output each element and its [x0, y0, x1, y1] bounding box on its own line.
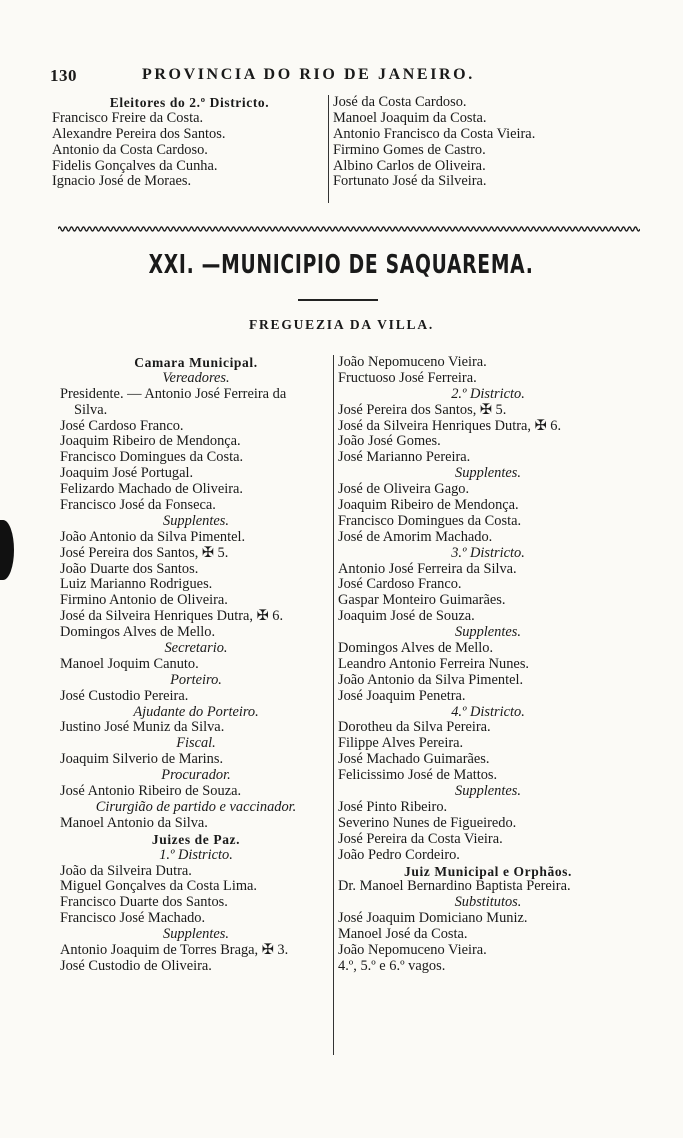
wavy-divider — [58, 224, 640, 234]
running-title: PROVINCIA DO RIO DE JANEIRO. — [142, 66, 475, 83]
entry-line: José de Oliveira Gago. — [338, 481, 470, 498]
subsection-heading: 4.º Districto. — [451, 703, 525, 720]
entry-line: Francisco Freire da Costa. — [52, 109, 204, 126]
subsection-heading: Supplentes. — [455, 465, 521, 482]
entry-line: José de Amorim Machado. — [338, 528, 493, 545]
entry-line: José Pinto Ribeiro. — [338, 798, 448, 815]
entry-line: José Joaquim Penetra. — [338, 687, 466, 704]
entry-line: Manoel Antonio da Silva. — [60, 814, 208, 831]
entry-line: Luiz Marianno Rodrigues. — [60, 576, 213, 593]
entry-line: Leandro Antonio Ferreira Nunes. — [338, 655, 530, 672]
entry-line: Domingos Alves de Mello. — [60, 624, 216, 641]
column-rule-main — [333, 355, 334, 1055]
subsection-heading: Supplentes. — [455, 624, 521, 641]
subsection-heading: Fiscal. — [176, 735, 216, 752]
entry-line: Presidente. — Antonio José Ferreira da — [60, 385, 287, 402]
entry-line: Ignacio José de Moraes. — [52, 173, 192, 190]
entry-line: José da Silveira Henriques Dutra, ✠ 6. — [338, 417, 562, 434]
entry-line: Antonio José Ferreira da Silva. — [338, 560, 517, 577]
entry-line: Albino Carlos de Oliveira. — [333, 157, 486, 174]
continued-left-column — [52, 95, 327, 190]
subsection-heading: Vereadores. — [162, 369, 230, 386]
subsection-heading: 1.º Districto. — [159, 846, 233, 863]
entry-line: Francisco José Machado. — [60, 910, 206, 927]
entry-line: Fructuoso José Ferreira. — [338, 369, 477, 386]
entry-line: Dorotheu da Silva Pereira. — [338, 719, 491, 736]
entry-line: José Custodio de Oliveira. — [60, 957, 212, 974]
entry-line: 4.º, 5.º e 6.º vagos. — [338, 957, 446, 974]
entry-line: Manoel Joaquim da Costa. — [333, 109, 487, 126]
entry-line: José Cardoso Franco. — [338, 576, 462, 593]
subsection-heading: Ajudante do Porteiro. — [133, 703, 259, 720]
left-column — [60, 355, 332, 975]
entry-line: Joaquim José de Souza. — [338, 608, 475, 625]
entry-line: Joaquim José Portugal. — [60, 465, 194, 482]
entry-line: João Antonio da Silva Pimentel. — [60, 528, 246, 545]
subsection-heading: Porteiro. — [170, 671, 222, 688]
entry-line: Antonio da Costa Cardoso. — [52, 141, 208, 158]
subsection-heading: Supplentes. — [163, 926, 229, 943]
entry-line: Domingos Alves de Mello. — [338, 640, 494, 657]
entry-line: João da Silveira Dutra. — [60, 862, 192, 879]
entry-line: Manoel José da Costa. — [338, 926, 468, 943]
entry-line: José Antonio Ribeiro de Souza. — [60, 783, 242, 800]
entry-line: Firmino Gomes de Castro. — [333, 141, 486, 158]
entry-line: João Nepomuceno Vieira. — [338, 354, 487, 370]
entry-line: Joaquim Silverio de Marins. — [60, 751, 224, 768]
entry-line: Antonio Francisco da Costa Vieira. — [333, 125, 536, 142]
subsection-heading: Secretario. — [164, 640, 228, 657]
entry-line: José da Costa Cardoso. — [333, 94, 467, 110]
entry-line: Silva. — [74, 401, 108, 418]
subsection-heading: Substitutos. — [454, 894, 522, 911]
subsection-heading: Cirurgião de partido e vaccinador. — [95, 798, 297, 815]
entry-line: José Pereira dos Santos, ✠ 5. — [60, 544, 229, 561]
section-heading: Juiz Municipal e Orphãos. — [403, 863, 572, 879]
entry-line: Manoel Joquim Canuto. — [60, 655, 199, 672]
entry-line: Dr. Manoel Bernardino Baptista Pereira. — [338, 878, 571, 895]
ink-blot-mark — [0, 520, 14, 580]
entry-line: Fortunato José da Silveira. — [333, 173, 487, 190]
entry-line: João Duarte dos Santos. — [60, 560, 199, 577]
entry-line: Francisco Duarte dos Santos. — [60, 894, 228, 911]
entry-line: Antonio Joaquim de Torres Braga, ✠ 3. — [60, 941, 289, 958]
entry-line: Francisco José da Fonseca. — [60, 497, 216, 514]
entry-line: Joaquim Ribeiro de Mendonça. — [60, 433, 241, 450]
entry-line: João Antonio da Silva Pimentel. — [338, 671, 524, 688]
entry-line: José Marianno Pereira. — [338, 449, 471, 466]
entry-line: José Cardoso Franco. — [60, 417, 184, 434]
section-heading: Juizes de Paz. — [151, 831, 241, 847]
entry-line: João José Gomes. — [338, 433, 441, 450]
subsection-heading: 3.º Districto. — [451, 544, 525, 561]
entry-line: Miguel Gonçalves da Costa Lima. — [60, 878, 258, 895]
entry-line: João Pedro Cordeiro. — [338, 846, 460, 863]
entry-line: José Joaquim Domiciano Muniz. — [338, 910, 528, 927]
section-heading: Camara Municipal. — [134, 355, 258, 370]
continued-right-column — [333, 95, 633, 190]
page-number: 130 — [50, 66, 77, 85]
section-heading: Eleitores do 2.º Districto. — [109, 95, 270, 110]
entry-line: José Machado Guimarães. — [338, 751, 490, 768]
entry-line: Firmino Antonio de Oliveira. — [60, 592, 228, 609]
subsection-heading: Supplentes. — [163, 512, 229, 529]
entry-line: João Nepomuceno Vieira. — [338, 941, 487, 958]
entry-line: Gaspar Monteiro Guimarães. — [338, 592, 506, 609]
entry-line: Felicissimo José de Mattos. — [338, 767, 498, 784]
entry-line: Francisco Domingues da Costa. — [338, 512, 522, 529]
entry-line: Francisco Domingues da Costa. — [60, 449, 244, 466]
right-column — [338, 355, 638, 975]
title-rule — [298, 299, 378, 301]
subsection-heading: 2.º Districto. — [451, 385, 525, 402]
chapter-title: XXI. —MUNICIPIO DE SAQUAREMA. — [148, 250, 534, 280]
entry-line: Alexandre Pereira dos Santos. — [52, 125, 226, 142]
entry-line: Filippe Alves Pereira. — [338, 735, 464, 752]
entry-line: Joaquim Ribeiro de Mendonça. — [338, 497, 519, 514]
entry-line: José da Silveira Henriques Dutra, ✠ 6. — [60, 608, 284, 625]
column-rule-top — [328, 95, 329, 203]
entry-line: Severino Nunes de Figueiredo. — [338, 814, 517, 831]
entry-line: Fidelis Gonçalves da Cunha. — [52, 157, 218, 174]
running-head — [50, 66, 520, 88]
subsection-heading: Procurador. — [161, 767, 231, 784]
entry-line: Felizardo Machado de Oliveira. — [60, 481, 244, 498]
entry-line: José Pereira dos Santos, ✠ 5. — [338, 401, 507, 418]
subsection-heading: Supplentes. — [455, 783, 521, 800]
entry-line: José Pereira da Costa Vieira. — [338, 830, 503, 847]
entry-line: José Custodio Pereira. — [60, 687, 189, 704]
entry-line: Justino José Muniz da Silva. — [60, 719, 225, 736]
parish-title: FREGUEZIA DA VILLA. — [248, 317, 435, 332]
